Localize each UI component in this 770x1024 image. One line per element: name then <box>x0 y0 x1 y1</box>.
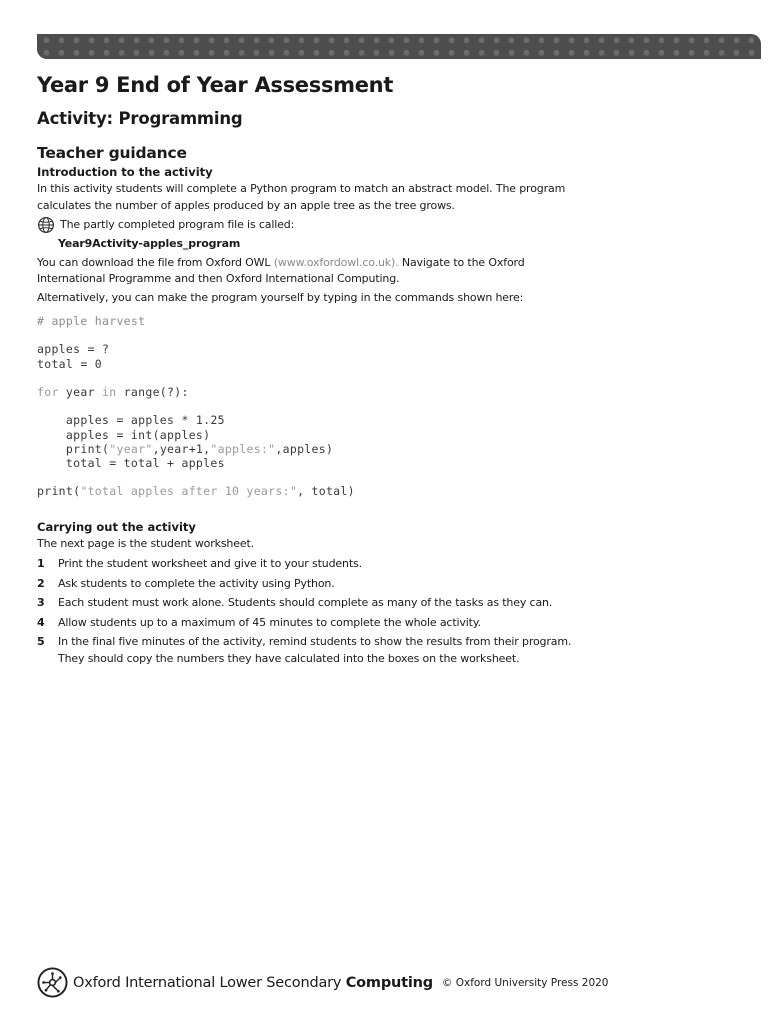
owl-link[interactable]: (www.oxfordowl.co.uk). <box>273 255 399 269</box>
carrying-heading: Carrying out the activity <box>37 519 196 534</box>
brand-bold: Computing <box>345 974 433 991</box>
header-band <box>37 34 761 59</box>
copyright: © Oxford University Press 2020 <box>441 976 609 989</box>
intro-paragraph: In this activity students will complete a Python program to match an abstract model. The program calculates the number of apples produced by an apple tree as the tree grows. <box>37 182 566 212</box>
circuit-logo-icon <box>37 967 68 998</box>
globe-icon <box>37 216 55 234</box>
code-final-a: print( <box>37 484 81 499</box>
code-for-range: range(?): <box>116 385 189 400</box>
file-note-text: The partly completed program file is called: <box>60 217 295 231</box>
file-note <box>37 216 577 234</box>
step-number: 4 <box>37 615 45 629</box>
step-text: In the final five minutes of the activity, remind students to show the results from their program. They should copy the numbers they have calculated into the boxes on the worksheet. <box>58 635 572 665</box>
code-print-a: print( <box>37 441 110 456</box>
download-text-post: Navigate to the Oxford International Programme and then Oxford International Computing. <box>37 255 525 285</box>
list-item <box>37 595 577 612</box>
code-print-string-2: "apples:" <box>210 441 276 456</box>
brand-regular: Oxford International Lower Secondary <box>73 974 346 991</box>
code-loop-line-2: apples = int(apples) <box>37 427 211 442</box>
step-text: Each student must work alone. Students should complete as many of the tasks as they can. <box>58 596 553 610</box>
activity-title: Activity: Programming <box>37 109 243 128</box>
section-title: Teacher guidance <box>37 144 187 162</box>
code-final-b: , total) <box>297 484 355 499</box>
list-item <box>37 576 577 593</box>
step-number: 1 <box>37 557 45 571</box>
carrying-intro: The next page is the student worksheet. <box>37 536 254 550</box>
alternative-paragraph: Alternatively, you can make the program yourself by typing in the commands shown here: <box>37 290 524 304</box>
code-comment: # apple harvest <box>37 314 146 328</box>
code-apples-init: apples = ? <box>37 342 110 357</box>
step-number: 3 <box>37 596 45 610</box>
brand-name <box>73 975 433 991</box>
list-item <box>37 556 577 573</box>
file-name: Year9Activity-apples_program <box>58 237 241 250</box>
code-print-string-1: "year" <box>109 441 153 456</box>
code-print-b: ,year+1, <box>152 441 211 456</box>
download-paragraph <box>37 255 577 288</box>
step-text: Allow students up to a maximum of 45 minutes to complete the whole activity. <box>58 615 481 629</box>
footer <box>37 967 609 998</box>
code-loop-line-1: apples = apples * 1.25 <box>37 413 225 428</box>
code-for-var: year <box>58 385 103 400</box>
step-text: Ask students to complete the activity using Python. <box>58 576 335 590</box>
steps-list <box>37 556 577 667</box>
code-block <box>37 314 577 499</box>
step-number: 5 <box>37 635 45 649</box>
download-text-pre: You can download the file from Oxford OWL <box>37 255 274 269</box>
code-for-keyword: for <box>37 385 59 400</box>
page-content <box>37 70 577 670</box>
step-text: Print the student worksheet and give it to your students. <box>58 557 362 571</box>
page-title: Year 9 End of Year Assessment <box>37 73 394 97</box>
list-item <box>37 634 577 667</box>
step-number: 2 <box>37 576 45 590</box>
code-loop-line-4: total = total + apples <box>37 456 225 471</box>
code-final-string: "total apples after 10 years:" <box>80 484 298 499</box>
code-total-init: total = 0 <box>37 356 103 371</box>
list-item <box>37 615 577 632</box>
code-in-keyword: in <box>102 385 117 400</box>
code-print-c: ,apples) <box>275 441 334 456</box>
intro-heading: Introduction to the activity <box>37 165 213 179</box>
